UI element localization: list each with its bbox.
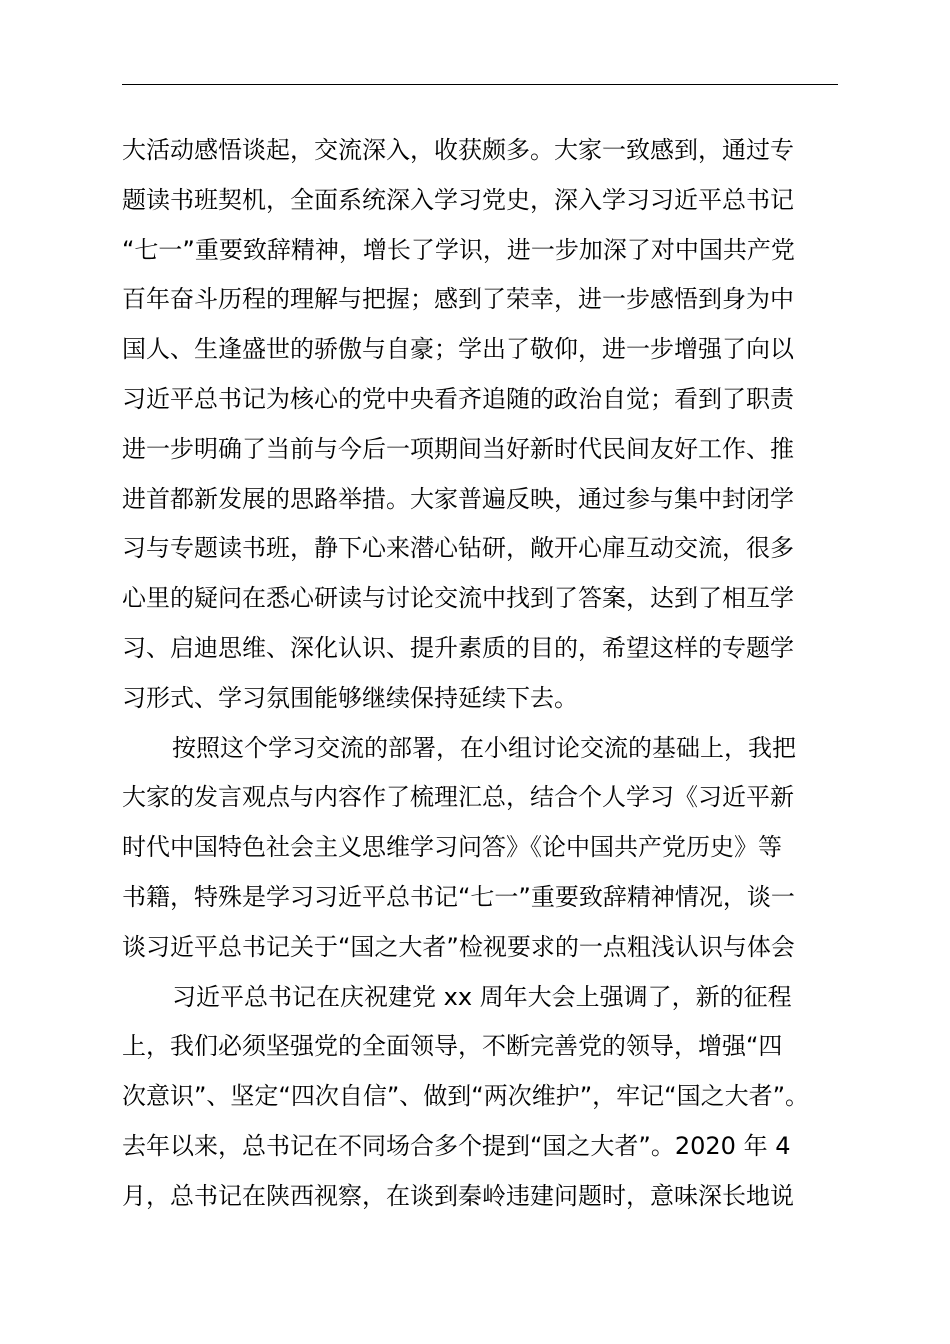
- text-line: 心里的疑问在悉心研读与讨论交流中找到了答案，达到了相互学: [122, 584, 794, 613]
- text-line: 习与专题读书班，静下心来潜心钻研，敞开心扉互动交流，很多: [122, 534, 794, 563]
- body-text: [122, 126, 882, 1222]
- header-rule: [122, 84, 838, 85]
- text-line: 题读书班契机，全面系统深入学习党史，深入学习习近平总书记: [122, 185, 794, 214]
- text-line: 进首都新发展的思路举措。大家普遍反映，通过参与集中封闭学: [122, 484, 794, 513]
- text-line: 大家的发言观点与内容作了梳理汇总，结合个人学习《习近平新: [122, 783, 794, 812]
- text-line: 上，我们必须坚强党的全面领导，不断完善党的领导，增强“四: [122, 1032, 783, 1061]
- text-line: 习近平总书记为核心的党中央看齐追随的政治自觉；看到了职责: [122, 384, 794, 413]
- text-line: 谈习近平总书记关于“国之大者”检视要求的一点粗浅认识与体会: [122, 932, 795, 961]
- text-line: 习形式、学习氛围能够继续保持延续下去。: [122, 683, 578, 712]
- text-line: 去年以来，总书记在不同场合多个提到“国之大者”。2020 年 4: [122, 1131, 791, 1160]
- text-line: 次意识”、坚定“四次自信”、做到“两次维护”，牢记“国之大者”。: [122, 1082, 810, 1111]
- paragraph-first-line: 按照这个学习交流的部署，在小组讨论交流的基础上，我把: [172, 733, 796, 762]
- text-line: 月，总书记在陕西视察，在谈到秦岭违建问题时，意味深长地说: [122, 1181, 794, 1210]
- paragraph-first-line: 习近平总书记在庆祝建党 xx 周年大会上强调了，新的征程: [172, 982, 792, 1011]
- text-line: 进一步明确了当前与今后一项期间当好新时代民间友好工作、推: [122, 434, 794, 463]
- text-line: 书籍，特殊是学习习近平总书记“七一”重要致辞精神情况，谈一: [122, 882, 795, 911]
- text-line: 时代中国特色社会主义思维学习问答》《论中国共产党历史》等: [122, 833, 782, 862]
- text-line: 百年奋斗历程的理解与把握；感到了荣幸，进一步感悟到身为中: [122, 285, 794, 314]
- text-line: 国人、生逢盛世的骄傲与自豪；学出了敬仰，进一步增强了向以: [122, 335, 794, 364]
- text-line: 习、启迪思维、深化认识、提升素质的目的，希望这样的专题学: [122, 633, 794, 662]
- text-line: 大活动感悟谈起，交流深入，收获颇多。大家一致感到，通过专: [122, 136, 794, 164]
- text-line: “七一”重要致辞精神，增长了学识，进一步加深了对中国共产党: [122, 235, 795, 264]
